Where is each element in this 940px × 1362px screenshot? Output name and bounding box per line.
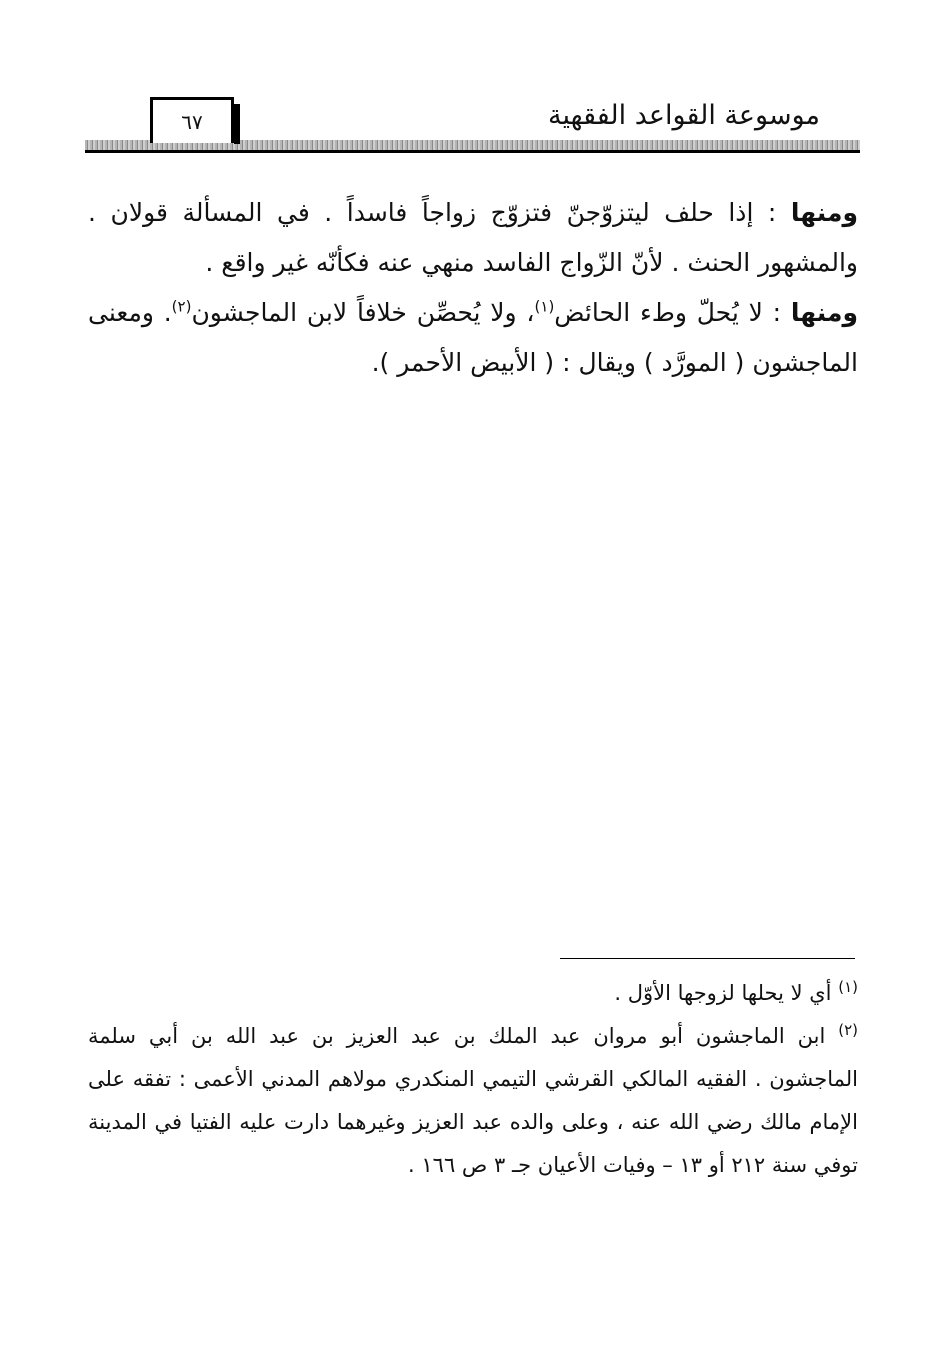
footnote-text: أي لا يحلها لزوجها الأوّل . (614, 981, 832, 1005)
footnote-ref-1[interactable]: (١) (534, 297, 555, 316)
paragraph-1 (88, 188, 858, 288)
paragraph-lead: ومنها (790, 198, 858, 227)
paragraph-body: : إذا حلف ليتزوّجنّ فتزوّج زواجاً فاسداً . في المسألة قولان . والمشهور الحنث . لأنّ الزّواج الفاسد منهي عنه فكأنّه غير واقع . (88, 198, 858, 277)
footnote-2 (88, 1015, 858, 1187)
main-text (88, 188, 858, 388)
page-number-box (150, 97, 234, 143)
page-number: ٦٧ (181, 109, 203, 134)
footnotes (88, 972, 858, 1187)
paragraph-body: . ومعنى الماجشون ( المورَّد ) ويقال : ( الأبيض الأحمر ). (88, 298, 858, 377)
header-title: موسوعة القواعد الفقهية (548, 100, 820, 131)
footnote-1 (88, 972, 858, 1015)
footnote-marker: (١) (838, 978, 858, 996)
paragraph-2 (88, 288, 858, 388)
paragraph-body: : لا يُحلّ وطء الحائض (554, 298, 791, 327)
footnote-text: ابن الماجشون أبو مروان عبد الملك بن عبد العزيز بن عبد الله بن أبي سلمة الماجشون . الفقيه المالكي القرشي التيمي المنكدري مولاهم المدني الأعمى : تفقه على الإمام مالك رضي الله عنه ، وعلى والده عبد العزيز وغيرهما دارت عليه الفتيا في المدينة توفي سنة ٢١٢ أو ١٣ – وفيات الأعيان جـ ٣ ص ١٦٦ . (88, 1024, 858, 1177)
footnote-ref-2[interactable]: (٢) (171, 297, 192, 316)
paragraph-lead: ومنها (790, 298, 858, 327)
footnote-separator (560, 958, 855, 959)
paragraph-body: ، ولا يُحصِّن خلافاً لابن الماجشون (191, 298, 535, 327)
footnote-marker: (٢) (838, 1021, 858, 1039)
